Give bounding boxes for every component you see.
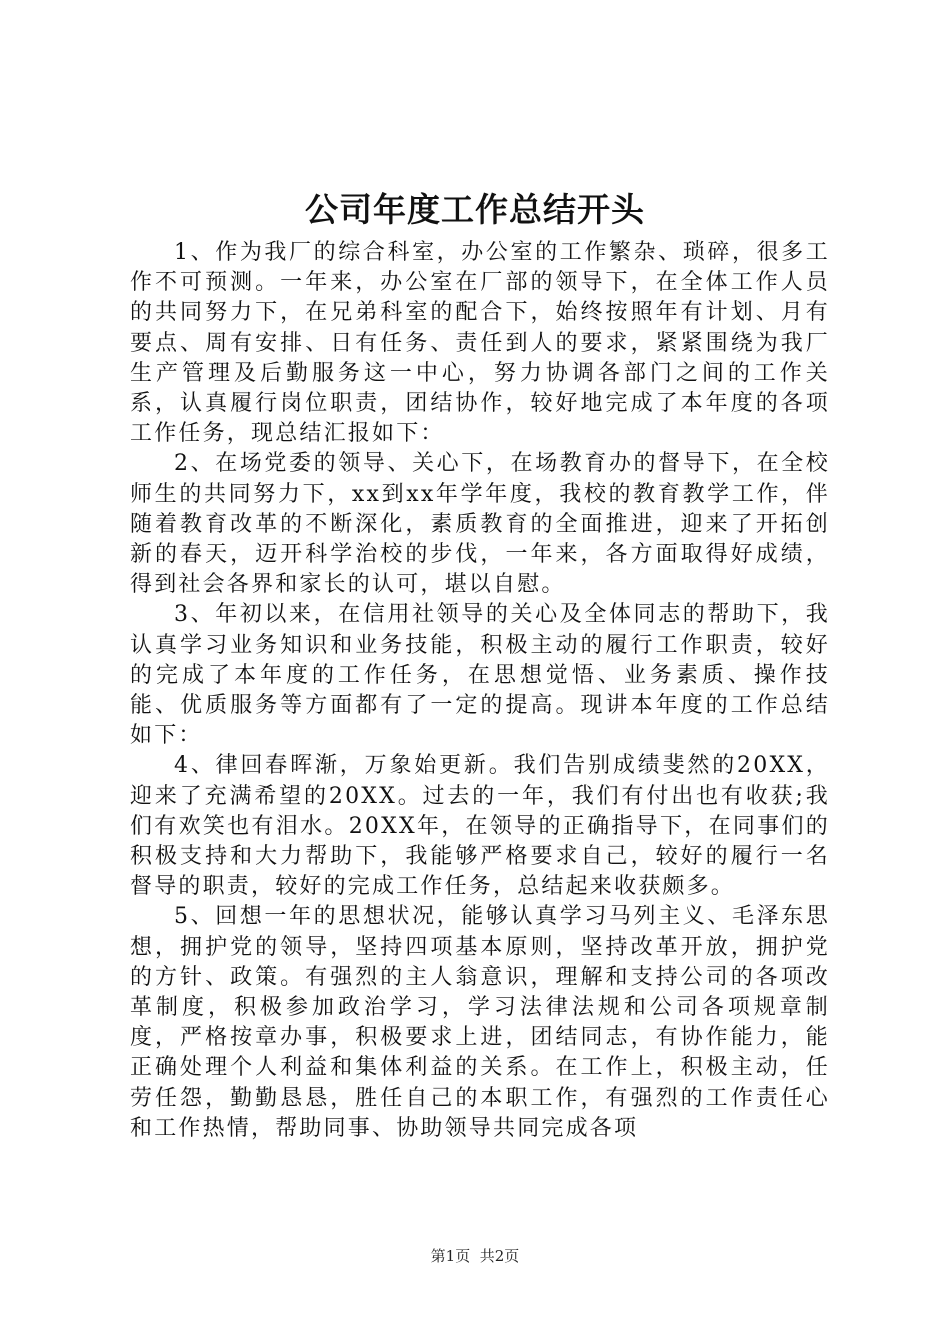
paragraph-3: 3、年初以来，在信用社领导的关心及全体同志的帮助下，我认真学习业务知识和业务技能，积极主动的履行工作职责，较好的完成了本年度的工作任务，在思想觉悟、业务素质、操作技能、优质服务等方面都有了一定的提高。现讲本年度的工作总结如下： <box>130 602 830 749</box>
document-title: 公司年度工作总结开头 <box>305 190 645 229</box>
paragraph-1: 1、作为我厂的综合科室，办公室的工作繁杂、琐碎，很多工作不可预测。一年来，办公室在厂部的领导下，在全体工作人员的共同努力下，在兄弟科室的配合下，始终按照年有计划、月有要点、周有安排、日有任务、责任到人的要求，紧紧围绕为我厂生产管理及后勤服务这一中心，努力协调各部门之间的工作关系，认真履行岗位职责，团结协作，较好地完成了本年度的各项工作任务，现总结汇报如下： <box>130 240 830 447</box>
paragraph-5: 5、回想一年的思想状况，能够认真学习马列主义、毛泽东思想，拥护党的领导，坚持四项基本原则，坚持改革开放，拥护党的方针、政策。有强烈的主人翁意识，理解和支持公司的各项改革制度，积极参加政治学习，学习法律法规和公司各项规章制度，严格按章办事，积极要求上进，团结同志，有协作能力，能正确处理个人利益和集体利益的关系。在工作上，积极主动，任劳任怨，勤勤恳恳，胜任自己的本职工作，有强烈的工作责任心和工作热情，帮助同事、协助领导共同完成各项 <box>130 904 830 1141</box>
page-number-total: 共2页 <box>479 1247 520 1265</box>
page-footer <box>0 1245 950 1267</box>
paragraph-4: 4、律回春晖渐，万象始更新。我们告别成绩斐然的20XX，迎来了充满希望的20XX。过去的一年，我们有付出也有收获;我们有欢笑也有泪水。20XX年，在领导的正确指导下，在同事们的积极支持和大力帮助下，我能够严格要求自己，较好的履行一名督导的职责，较好的完成工作任务，总结起来收获颇多。 <box>130 753 830 900</box>
document-body <box>130 238 830 1144</box>
page-number-current: 第1页 <box>430 1247 471 1265</box>
paragraph-2: 2、在场党委的领导、关心下，在场教育办的督导下，在全校师生的共同努力下，xx到xx年学年度，我校的教育教学工作，伴随着教育改革的不断深化，素质教育的全面推进，迎来了开拓创新的春天，迈开科学治校的步伐，一年来，各方面取得好成绩，得到社会各界和家长的认可，堪以自慰。 <box>130 451 830 598</box>
